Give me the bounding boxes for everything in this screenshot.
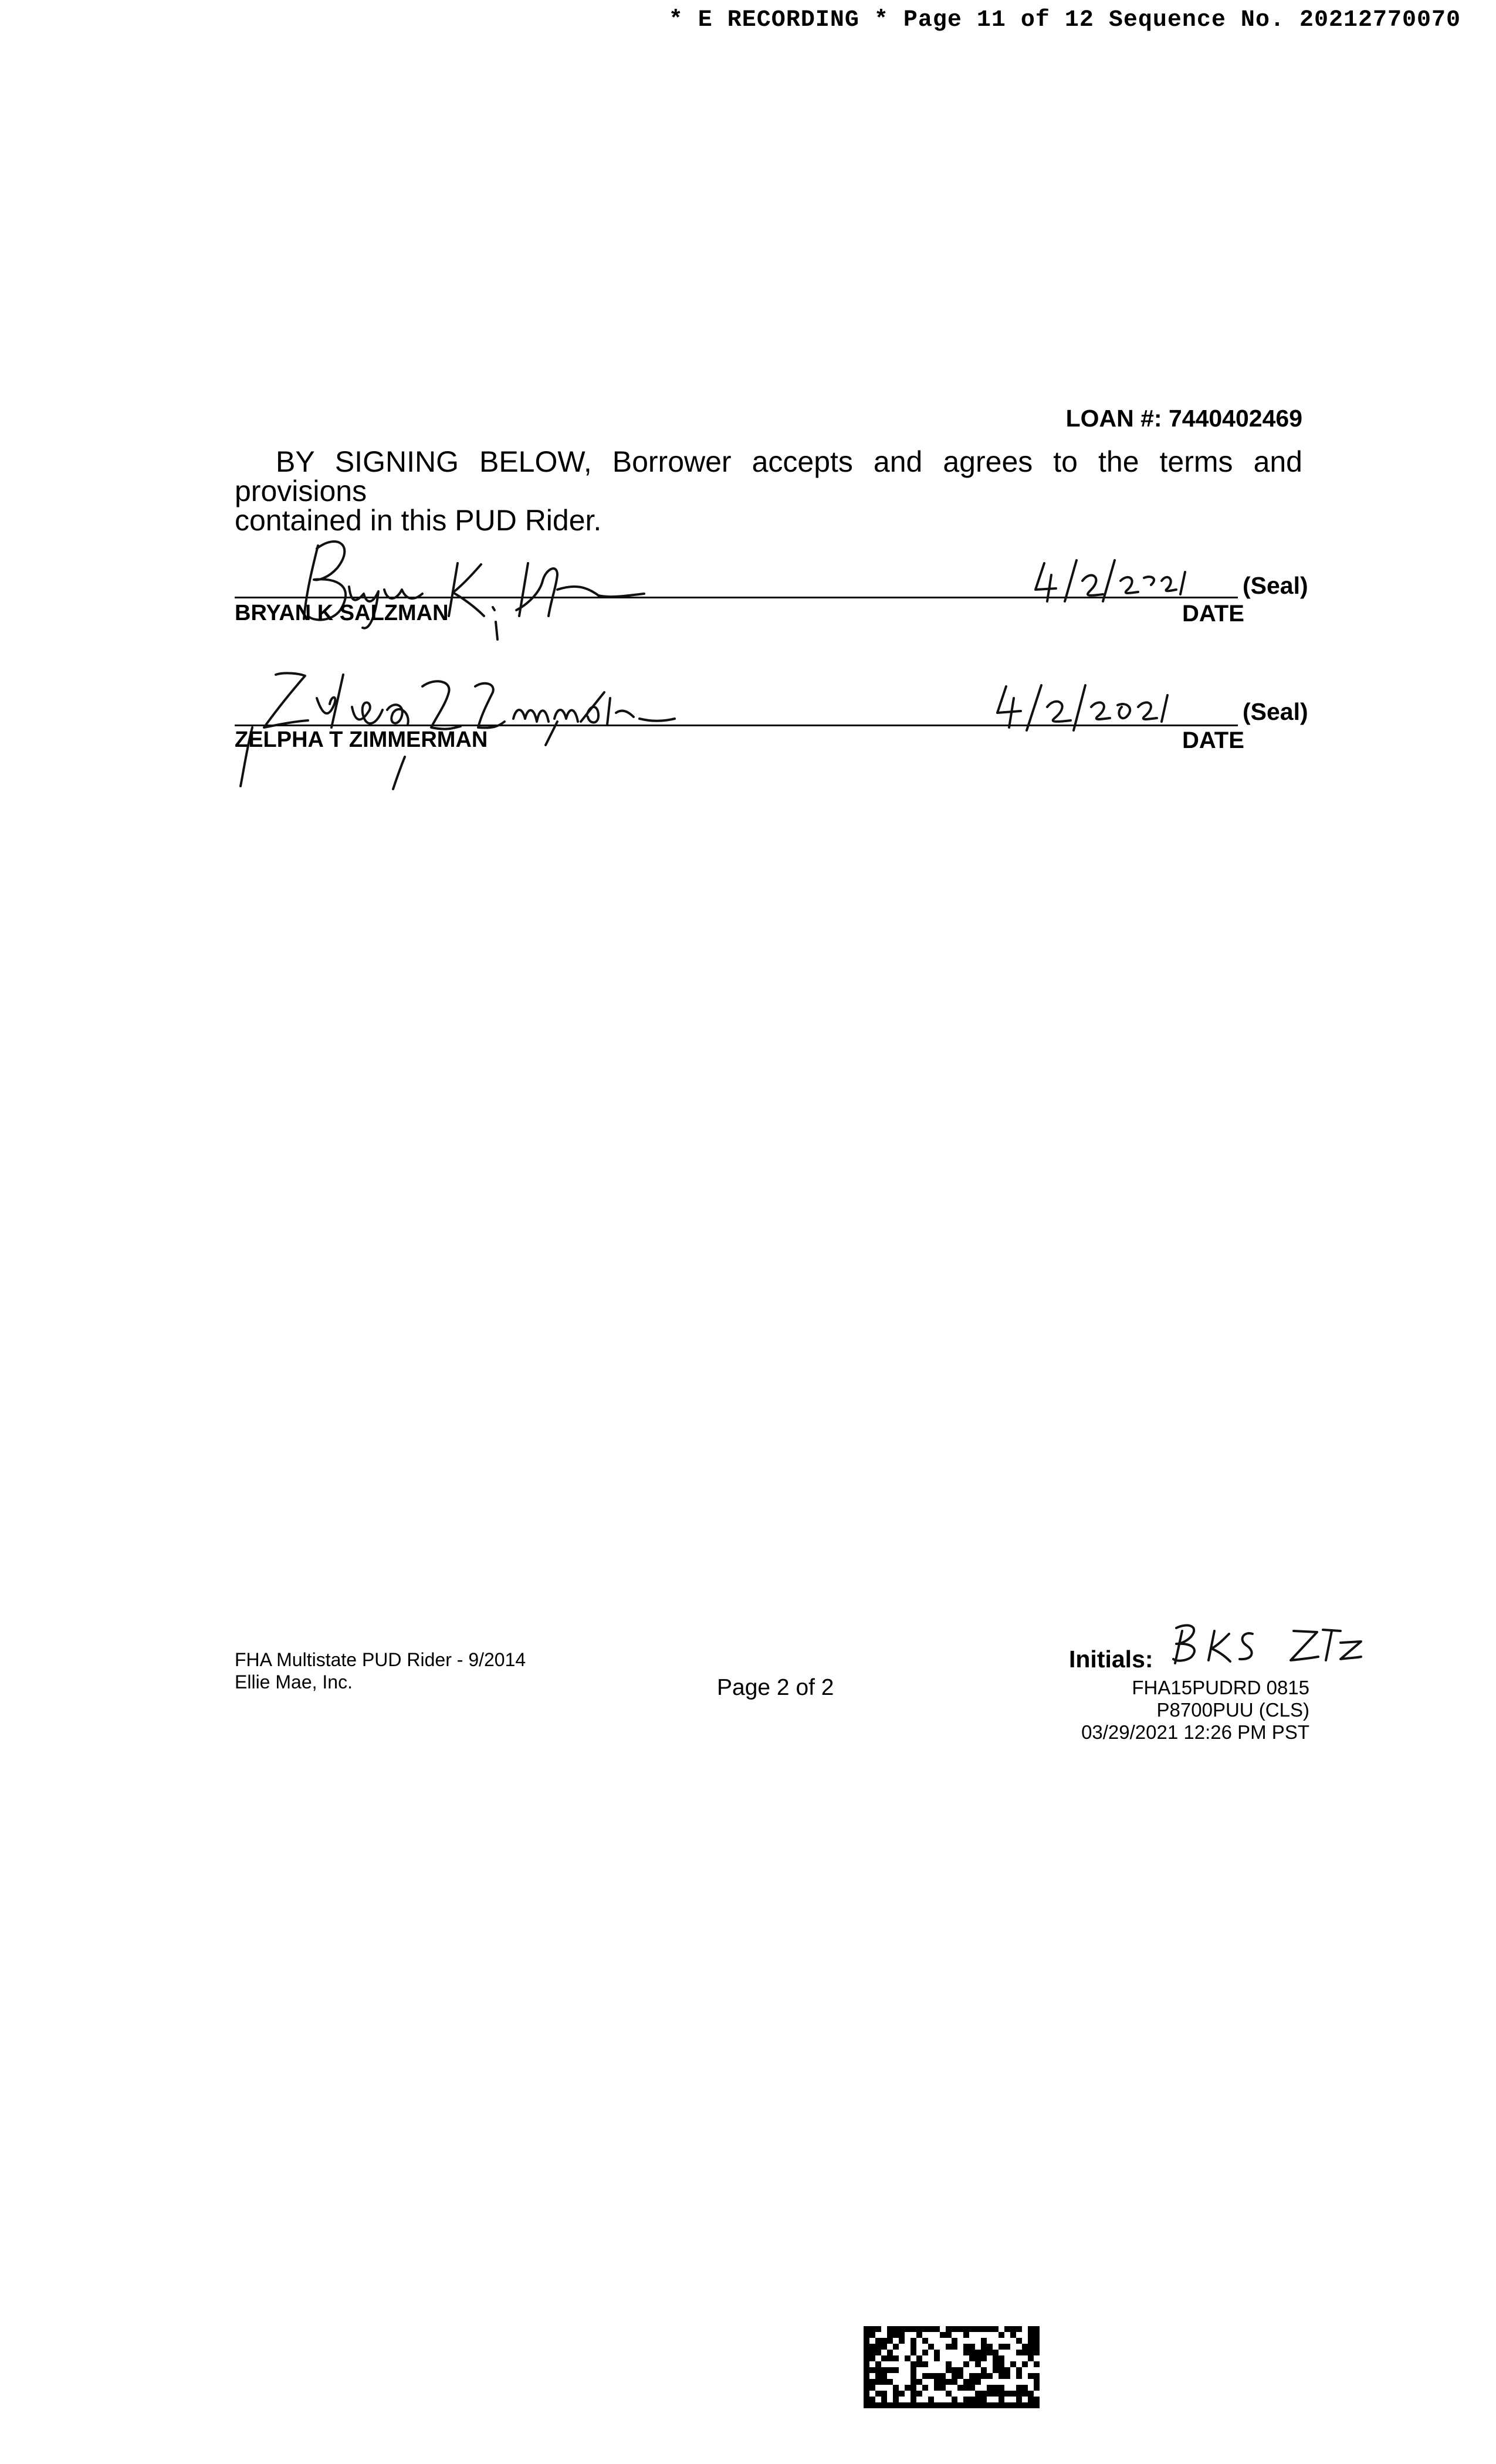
timestamp: 03/29/2021 12:26 PM PST <box>1081 1721 1309 1743</box>
handwritten-date-2 <box>986 681 1185 733</box>
loan-value: 7440402469 <box>1168 405 1302 432</box>
date-label-2: DATE <box>1182 727 1244 753</box>
form-codes <box>1081 1677 1309 1744</box>
date-label-1: DATE <box>1182 601 1244 627</box>
acceptance-line-1: BY SIGNING BELOW, Borrower accepts and agrees to the terms and provisions <box>235 445 1302 507</box>
page-number: Page 2 of 2 <box>717 1675 834 1700</box>
initials-label: Initials: <box>1069 1646 1153 1673</box>
recording-header: * E RECORDING * Page 11 of 12 Sequence No. 20212770070 <box>668 7 1461 33</box>
loan-label: LOAN #: <box>1065 405 1162 432</box>
footer-left <box>235 1649 526 1693</box>
form-code: FHA15PUDRD 0815 <box>1132 1677 1309 1698</box>
borrower-name-2: ZELPHA T ZIMMERMAN <box>235 727 488 752</box>
form-name: FHA Multistate PUD Rider - 9/2014 <box>235 1649 526 1670</box>
handwritten-date-1 <box>1027 554 1203 607</box>
form-id: P8700PUU (CLS) <box>1156 1699 1309 1721</box>
data-matrix-barcode <box>864 2326 1040 2408</box>
acceptance-paragraph <box>235 447 1302 535</box>
handwritten-initials <box>1165 1619 1364 1672</box>
acceptance-line-2: contained in this PUD Rider. <box>235 504 602 537</box>
seal-label-2: (Seal) <box>1243 698 1308 725</box>
seal-label-1: (Seal) <box>1243 572 1308 599</box>
company-name: Ellie Mae, Inc. <box>235 1671 353 1693</box>
loan-number <box>1066 405 1302 432</box>
borrower-name-1: BRYAN K SALZMAN <box>235 601 449 625</box>
